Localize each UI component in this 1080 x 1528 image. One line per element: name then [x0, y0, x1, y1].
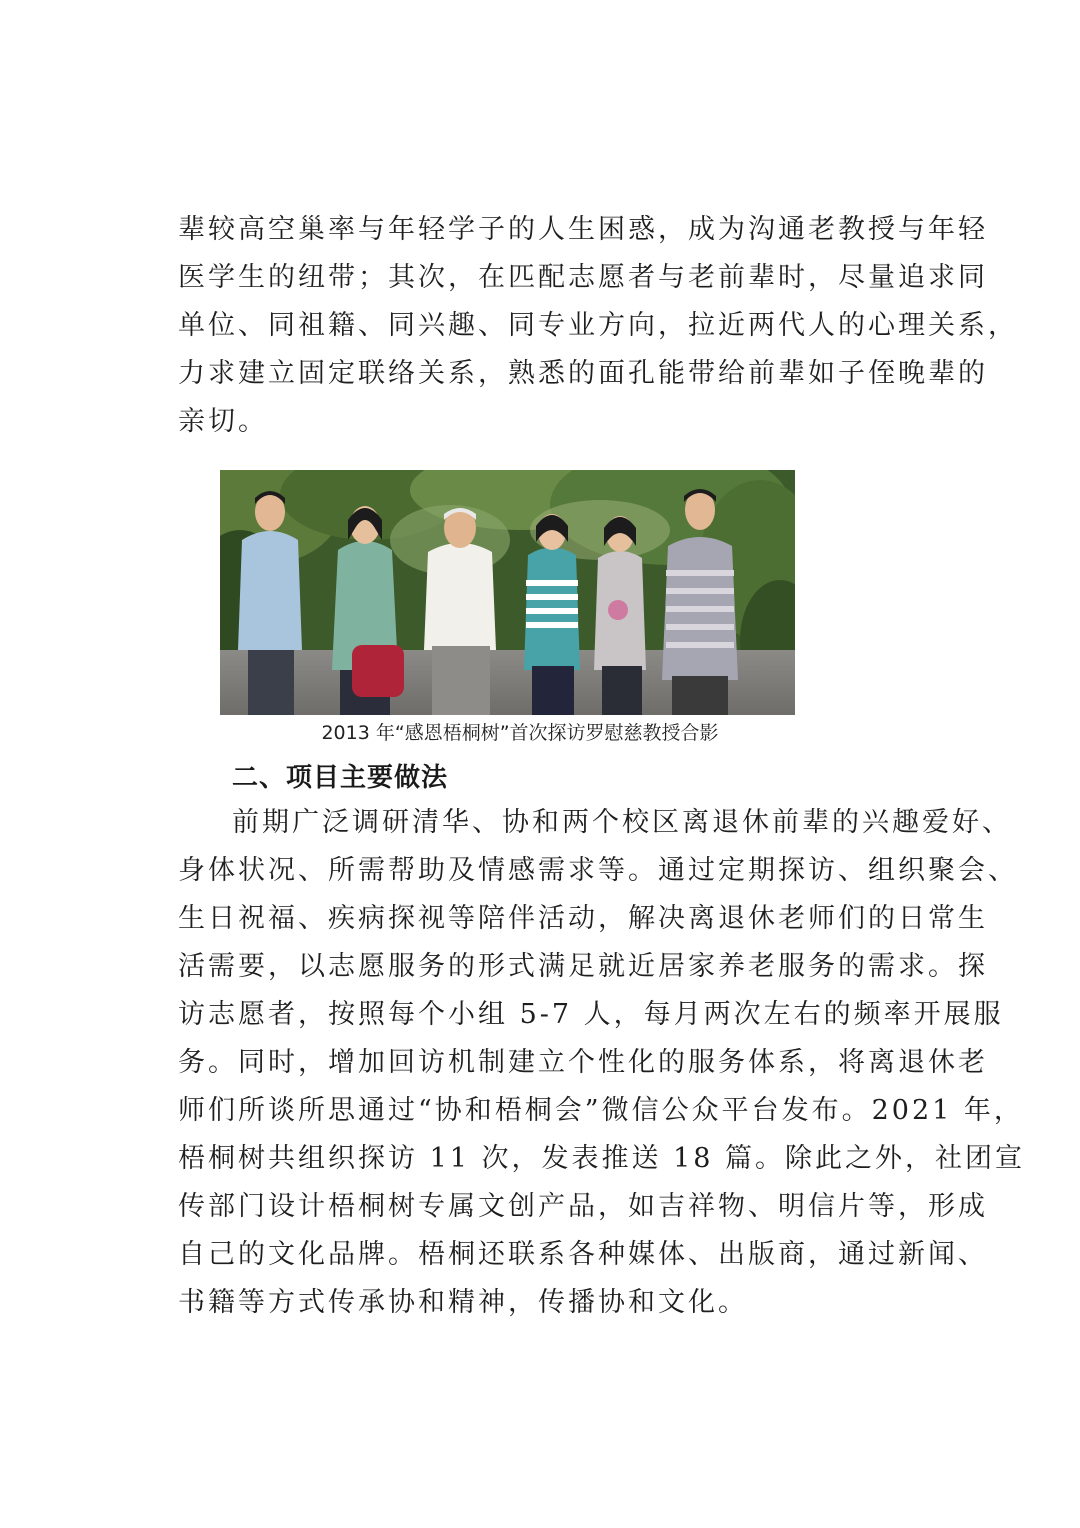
paragraph-line: 师们所谈所思通过“协和梧桐会”微信公众平台发布。2021 年，: [178, 1095, 1024, 1126]
section-heading: 二、项目主要做法: [232, 763, 449, 793]
paragraph-line: 单位、同祖籍、同兴趣、同专业方向，拉近两代人的心理关系，: [178, 310, 1018, 341]
paragraph-line: 活需要，以志愿服务的形式满足就近居家养老服务的需求。探: [178, 951, 988, 982]
paragraph-line: 自己的文化品牌。梧桐还联系各种媒体、出版商，通过新闻、: [178, 1239, 988, 1270]
paragraph-line: 力求建立固定联络关系，熟悉的面孔能带给前辈如子侄晚辈的: [178, 358, 988, 389]
group-photo-illustration: [220, 470, 795, 715]
paragraph-line: 梧桐树共组织探访 11 次，发表推送 18 篇。除此之外，社团宣: [178, 1143, 1026, 1174]
paragraph-main-approach: [178, 799, 1026, 1327]
paragraph-line: 传部门设计梧桐树专属文创产品，如吉祥物、明信片等，形成: [178, 1191, 988, 1222]
paragraph-line: 书籍等方式传承协和精神，传播协和文化。: [178, 1287, 748, 1318]
paragraph-line: 前期广泛调研清华、协和两个校区离退休前辈的兴趣爱好、: [232, 807, 1012, 838]
paragraph-continued: [178, 206, 1018, 446]
photo-caption: 2013 年“感恩梧桐树”首次探访罗慰慈教授合影: [321, 722, 719, 744]
paragraph-line: 亲切。: [178, 406, 268, 437]
paragraph-line: 身体状况、所需帮助及情感需求等。通过定期探访、组织聚会、: [178, 855, 1018, 886]
group-photo: [220, 470, 795, 715]
paragraph-line: 务。同时，增加回访机制建立个性化的服务体系，将离退休老: [178, 1047, 988, 1078]
paragraph-line: 访志愿者，按照每个小组 5-7 人，每月两次左右的频率开展服: [178, 999, 1004, 1030]
paragraph-line: 医学生的纽带；其次，在匹配志愿者与老前辈时，尽量追求同: [178, 262, 988, 293]
paragraph-line: 辈较高空巢率与年轻学子的人生困惑，成为沟通老教授与年轻: [178, 214, 988, 245]
paragraph-line: 生日祝福、疾病探视等陪伴活动，解决离退休老师们的日常生: [178, 903, 988, 934]
